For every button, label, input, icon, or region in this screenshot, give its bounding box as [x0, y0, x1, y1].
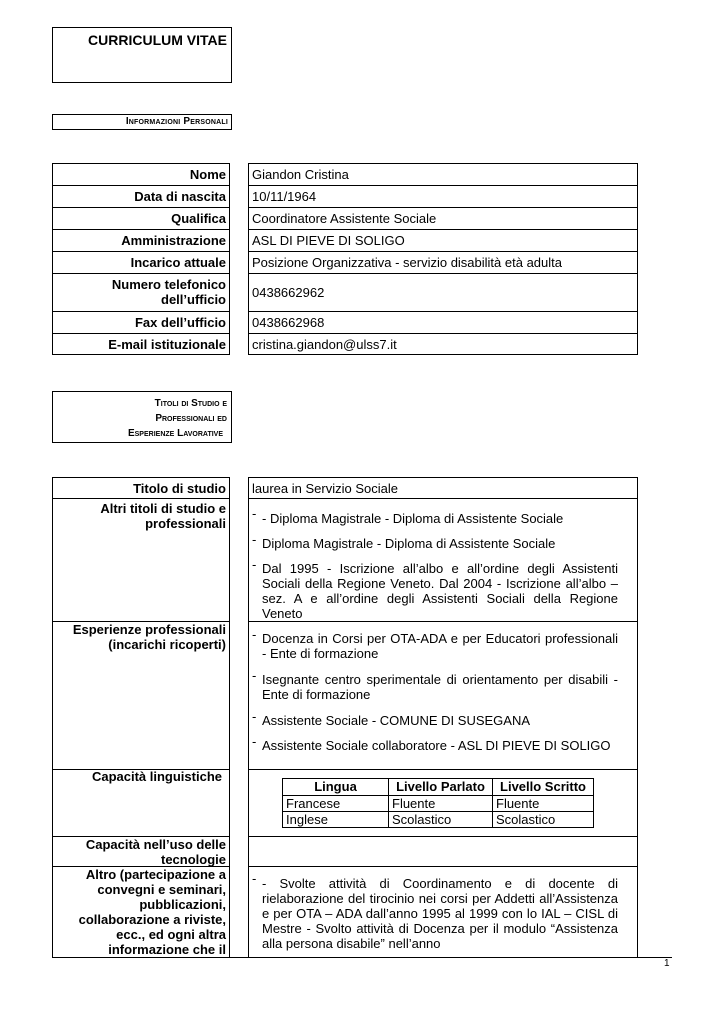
value-data-nascita: 10/11/1964	[252, 189, 317, 204]
altro-text: - Svolte attività di Coordinamento e di docente di rielaborazione del tirocinio nei corsi per Addetti all’Assistenza e per OTA – ADA dall’anno 1995 al 1999 con lo IAL – CISL di Mestre - Svolto attività di Docenza per il modulo “Assistenza alla persona disabile” nell’anno	[262, 876, 618, 951]
label-esperienze-line1: Esperienze professionali	[72, 622, 226, 637]
bullet-marker: -	[252, 709, 257, 724]
label-tecnologie-line1: Capacità nell’uso delle	[85, 837, 226, 852]
title-box	[52, 27, 232, 83]
bullet-marker: -	[252, 871, 257, 886]
lang-cell: Francese	[283, 796, 389, 812]
esperienze-item-3: Assistente Sociale - COMUNE DI SUSEGANA	[262, 713, 531, 728]
bullet-marker: -	[252, 506, 257, 521]
altri-item-1: - Diploma Magistrale - Diploma di Assistente Sociale	[262, 511, 564, 526]
value-fax: 0438662968	[252, 315, 325, 330]
label-tecnologie-line2: tecnologie	[160, 852, 226, 867]
esperienze-item-2: Isegnante centro sperimentale di orientamento per disabili - Ente di formazione	[262, 672, 618, 702]
label-esperienze-line2: (incarichi ricoperti)	[108, 637, 226, 652]
table-row	[283, 796, 594, 812]
lang-cell: Inglese	[283, 812, 389, 828]
lang-cell: Scolastico	[389, 812, 493, 828]
label-altro-line5: ecc., ed ogni altra	[116, 927, 226, 942]
section-titles-line1: Titoli di Studio e	[154, 398, 227, 409]
page-number: 1	[664, 958, 670, 969]
label-altro-line1: Altro (partecipazione a	[85, 867, 226, 882]
bullet-marker: -	[252, 734, 257, 749]
languages-table	[282, 778, 594, 828]
label-altro-line4: collaborazione a riviste,	[78, 912, 226, 927]
lang-header-lingua: Lingua	[283, 779, 389, 796]
label-titolo-studio: Titolo di studio	[133, 481, 226, 496]
value-amministrazione: ASL DI PIEVE DI SOLIGO	[252, 233, 405, 248]
footer-rule	[52, 957, 672, 958]
lang-cell: Scolastico	[493, 812, 594, 828]
label-altro-line2: convegni e seminari,	[97, 882, 226, 897]
label-data-nascita: Data di nascita	[134, 189, 226, 204]
table-row	[283, 812, 594, 828]
label-qualifica: Qualifica	[171, 211, 226, 226]
section-personal-heading	[52, 114, 232, 130]
value-incarico: Posizione Organizzativa - servizio disabilità età adulta	[252, 255, 562, 270]
section-personal-label: Informazioni Personali	[125, 116, 228, 127]
label-altri-titoli-line1: Altri titoli di studio e	[100, 501, 226, 516]
section-titles-heading	[52, 391, 232, 443]
value-nome: Giandon Cristina	[252, 167, 349, 182]
page-title: CURRICULUM VITAE	[88, 32, 227, 48]
label-amministrazione: Amministrazione	[121, 233, 226, 248]
value-telefono: 0438662962	[252, 285, 325, 300]
lang-header-scritto: Livello Scritto	[493, 779, 594, 796]
label-incarico: Incarico attuale	[130, 255, 226, 270]
section-titles-line3: Esperienze Lavorative	[127, 428, 223, 439]
altri-item-3: Dal 1995 - Iscrizione all’albo e all’ordine degli Assistenti Sociali della Regione Veneto. Dal 2004 - Iscrizione all’albo – sez. A e all’ordine degli Assistenti Sociali della Regione Veneto	[262, 561, 618, 621]
lang-cell: Fluente	[493, 796, 594, 812]
altri-item-2: Diploma Magistrale - Diploma di Assistente Sociale	[262, 536, 556, 551]
label-altro-line6: informazione che il	[108, 942, 226, 957]
label-telefono-line2: dell’ufficio	[161, 292, 226, 307]
value-email: cristina.giandon@ulss7.it	[252, 337, 397, 352]
value-titolo-studio: laurea in Servizio Sociale	[252, 481, 398, 496]
lang-header-parlato: Livello Parlato	[389, 779, 493, 796]
value-qualifica: Coordinatore Assistente Sociale	[252, 211, 437, 226]
label-altri-titoli-line2: professionali	[145, 516, 226, 531]
label-fax: Fax dell’ufficio	[134, 315, 226, 330]
bullet-marker: -	[252, 627, 257, 642]
bullet-marker: -	[252, 668, 257, 683]
label-email: E-mail istituzionale	[108, 337, 226, 352]
esperienze-item-1: Docenza in Corsi per OTA-ADA e per Educatori professionali - Ente di formazione	[262, 631, 618, 661]
bullet-marker: -	[252, 532, 257, 547]
section-titles-line2: Professionali ed	[155, 413, 227, 424]
label-lingue: Capacità linguistiche	[91, 769, 222, 784]
label-nome: Nome	[189, 167, 226, 182]
label-altro-line3: pubblicazioni,	[139, 897, 226, 912]
bullet-marker: -	[252, 557, 257, 572]
esperienze-item-4: Assistente Sociale collaboratore - ASL DI PIEVE DI SOLIGO	[262, 738, 611, 753]
label-telefono-line1: Numero telefonico	[111, 277, 226, 292]
lang-cell: Fluente	[389, 796, 493, 812]
